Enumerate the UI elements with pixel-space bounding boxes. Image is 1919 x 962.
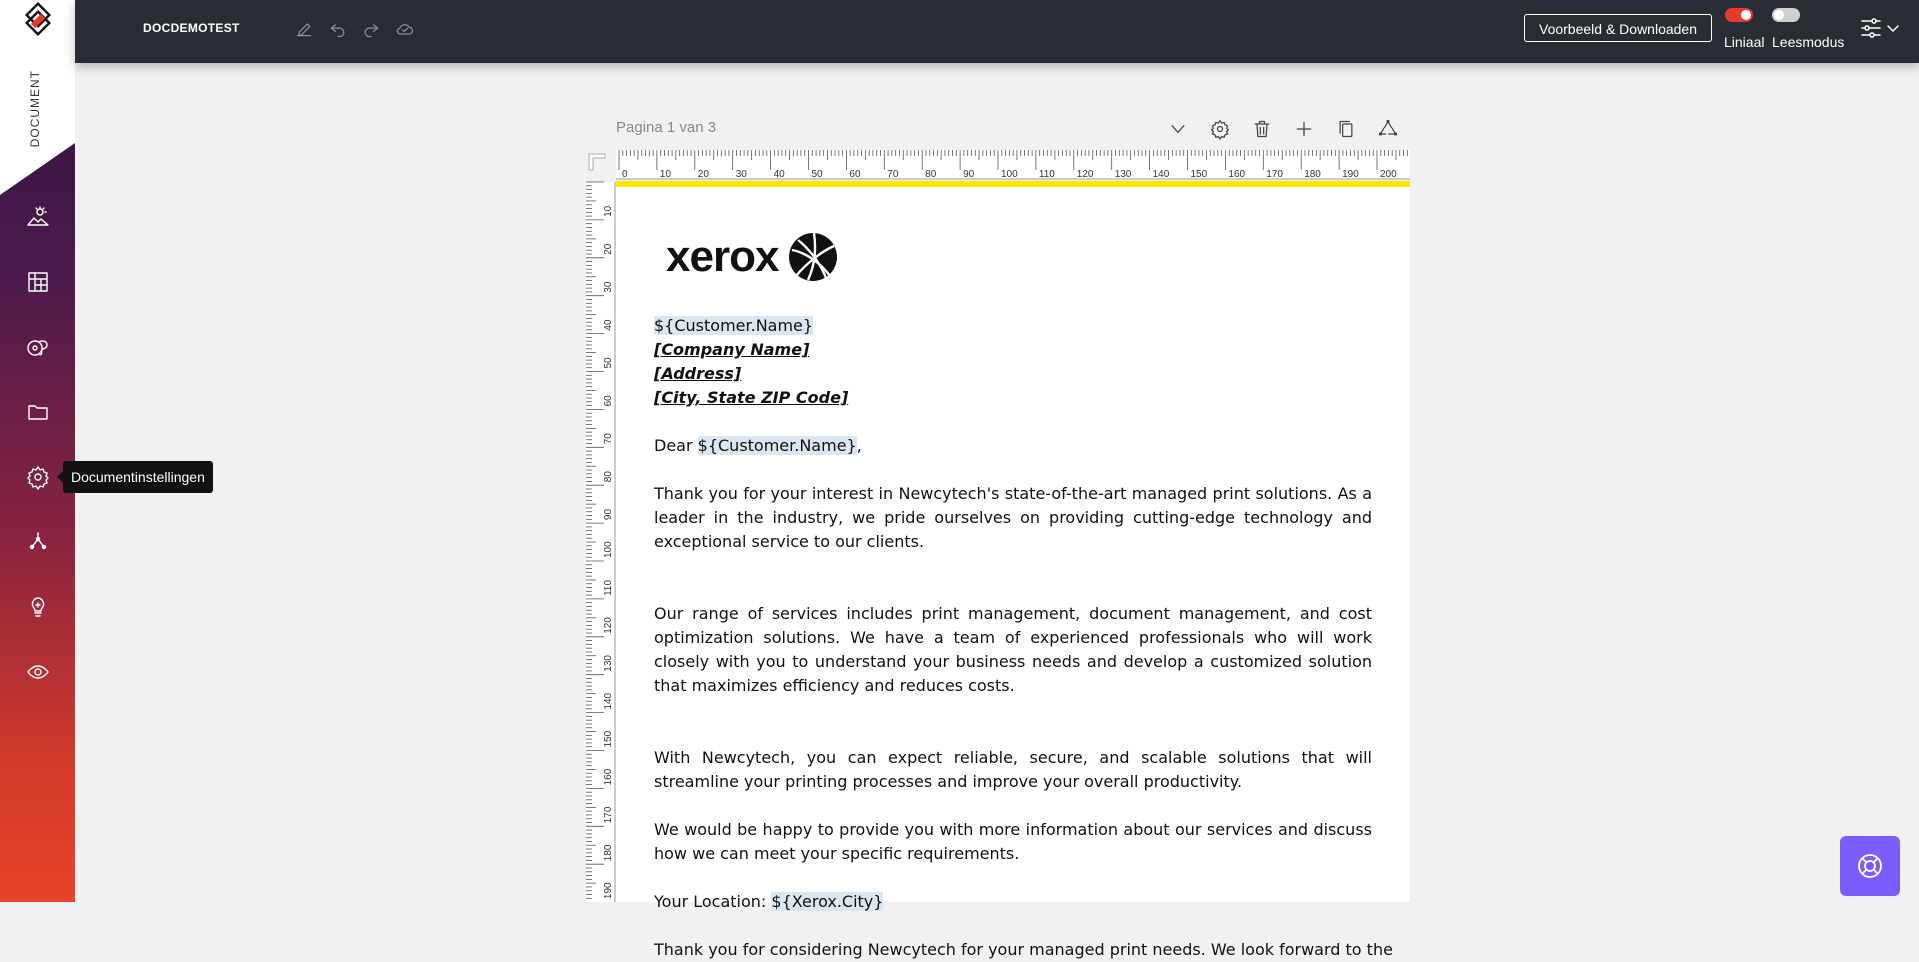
ruler-tick-label: 60 <box>849 169 861 180</box>
page-collapse-button[interactable] <box>1166 117 1190 141</box>
document-page[interactable] <box>616 187 1410 959</box>
pencil-icon <box>294 19 314 39</box>
ruler-tick-label: 190 <box>603 882 614 900</box>
view-settings-menu[interactable] <box>1860 16 1902 40</box>
eye-icon <box>26 660 50 684</box>
chevron-down-icon <box>1888 26 1898 31</box>
ruler-tick-label: 80 <box>925 169 937 180</box>
ruler-tick-label: 40 <box>603 319 614 331</box>
vertical-ruler[interactable] <box>586 182 616 902</box>
redo-icon <box>361 19 381 39</box>
ruler-tick-label: 150 <box>603 730 614 748</box>
trash-icon <box>1252 119 1272 139</box>
xerox-sphere-icon <box>788 232 838 282</box>
salutation-prefix: Dear <box>654 436 698 455</box>
ruler-tick-label: 120 <box>1076 169 1094 180</box>
sidebar <box>0 0 75 902</box>
palette-icon <box>26 336 50 360</box>
customer-name-variable[interactable]: ${Customer.Name} <box>654 316 814 335</box>
layout-icon <box>26 270 50 294</box>
tooltip: Documentinstellingen <box>63 461 213 493</box>
paragraph-1: Thank you for your interest in Newcytech's state-of-the-art managed print solutions. As a leader in the industry, we pride ourselves on providing cutting-edge technology and exceptional service to our clients. <box>654 484 1372 551</box>
page-indicator: Pagina 1 van 3 <box>616 119 717 136</box>
redo-button[interactable] <box>358 16 384 42</box>
chevron-down-icon <box>1168 119 1188 139</box>
read-mode-toggle[interactable] <box>1772 8 1800 22</box>
cloud-check-icon <box>395 19 415 39</box>
sidebar-item-layout[interactable] <box>24 268 52 296</box>
ruler-tick-label: 130 <box>603 655 614 672</box>
ruler-tick-label: 140 <box>603 692 614 710</box>
salutation <box>654 434 1372 458</box>
sidebar-section-label: DOCUMENT <box>28 70 42 148</box>
undo-button[interactable] <box>325 16 351 42</box>
ruler-tick-label: 90 <box>963 169 975 180</box>
ruler-tick-label: 40 <box>773 169 785 180</box>
ruler-tick-label: 170 <box>1266 169 1283 180</box>
app-logo-icon[interactable] <box>22 5 54 37</box>
paragraph-2: Our range of services includes print management, document management, and cost optimization solutions. We have a team of experienced professionals who will work closely with you to understand your business needs and develop a customized solution that maximizes efficiency and reduces costs. <box>654 604 1372 695</box>
sidebar-item-folder[interactable] <box>24 398 52 426</box>
ruler-tick-label: 50 <box>811 169 823 180</box>
read-mode-toggle-knob <box>1774 10 1784 20</box>
preview-download-button[interactable]: Voorbeeld & Downloaden <box>1524 14 1712 42</box>
ruler-corner-icon <box>588 153 606 171</box>
ruler-tick-label: 160 <box>1228 169 1246 180</box>
landscape-icon <box>26 205 50 229</box>
ruler-tick-label: 70 <box>887 169 899 180</box>
sidebar-item-landscape[interactable] <box>24 203 52 231</box>
ruler-tick-label: 100 <box>603 541 614 558</box>
xerox-logo-text: xerox <box>666 232 779 281</box>
ruler-toggle-knob <box>1741 10 1751 20</box>
ruler-label: Liniaal <box>1724 34 1765 50</box>
ruler-tick-label: 90 <box>603 508 614 521</box>
ruler-tick-label: 100 <box>1001 169 1018 180</box>
ruler-tick-label: 120 <box>603 617 614 634</box>
network-icon <box>26 530 50 554</box>
undo-icon <box>328 19 348 39</box>
xerox-logo <box>666 232 846 284</box>
address-block <box>654 314 1372 410</box>
duplicate-page-button[interactable] <box>1334 117 1358 141</box>
ruler-tick-label: 30 <box>603 281 614 293</box>
ruler-tick-label: 140 <box>1152 169 1170 180</box>
ruler-tick-label: 160 <box>603 768 614 786</box>
document-title[interactable]: DOCDEMOTEST <box>143 21 240 35</box>
horizontal-ruler[interactable] <box>616 150 1410 180</box>
location-prefix: Your Location: <box>654 892 772 911</box>
paragraph-4: We would be happy to provide you with more information about our services and discuss how we can meet your specific requirements. <box>654 820 1372 863</box>
ruler-tick-label: 180 <box>603 844 614 862</box>
sidebar-item-ideas[interactable] <box>24 593 52 621</box>
sidebar-item-settings[interactable] <box>24 463 52 491</box>
ruler-tick-label: 10 <box>603 205 614 217</box>
ruler-tick-label: 180 <box>1304 169 1321 180</box>
ruler-tick-label: 150 <box>1190 169 1208 180</box>
gear-icon <box>26 465 50 489</box>
ruler-tick-label: 30 <box>735 169 747 180</box>
paragraph-5: Thank you for considering Newcytech for your managed print needs. We look forward to the <box>654 940 1393 959</box>
read-mode-label: Leesmodus <box>1772 34 1845 50</box>
copy-icon <box>1336 119 1356 139</box>
salutation-customer-variable[interactable]: ${Customer.Name} <box>697 436 857 455</box>
paragraph-3: With Newcytech, you can expect reliable, secure, and scalable solutions that will streamline your printing processes and improve your overall productivity. <box>654 748 1372 791</box>
ruler-tick-label: 110 <box>603 579 614 596</box>
ruler-tick-label: 0 <box>622 169 628 180</box>
salutation-suffix: , <box>856 436 862 455</box>
page-network-button[interactable] <box>1376 117 1400 141</box>
location-line <box>654 890 1372 914</box>
ruler-tick-label: 50 <box>603 357 614 369</box>
location-variable[interactable]: ${Xerox.City} <box>771 892 884 911</box>
ruler-tick-label: 60 <box>603 395 614 407</box>
gear-icon <box>1210 119 1230 139</box>
ruler-tick-label: 10 <box>659 169 672 180</box>
company-placeholder: [Company Name] <box>654 340 810 359</box>
sidebar-item-network[interactable] <box>24 528 52 556</box>
help-button[interactable] <box>1840 836 1900 896</box>
add-page-button[interactable] <box>1292 117 1316 141</box>
save-cloud-button[interactable] <box>392 16 418 42</box>
sidebar-item-palette[interactable] <box>24 334 52 362</box>
ruler-tick-label: 20 <box>697 169 709 180</box>
sliders-icon <box>1860 16 1902 40</box>
ruler-tick-label: 130 <box>1114 169 1132 180</box>
address-placeholder: [Address] <box>654 364 742 383</box>
sidebar-item-preview[interactable] <box>24 658 52 686</box>
ruler-tick-label: 70 <box>603 433 614 445</box>
recycle-icon <box>1378 119 1398 139</box>
ruler-toggle[interactable] <box>1725 8 1753 22</box>
edit-button[interactable] <box>291 16 317 42</box>
city-placeholder: [City, State ZIP Code] <box>654 388 849 407</box>
ruler-tick-label: 110 <box>1038 169 1055 180</box>
page-settings-button[interactable] <box>1208 117 1232 141</box>
ruler-tick-label: 20 <box>603 243 614 255</box>
ruler-tick-label: 190 <box>1342 169 1359 180</box>
delete-page-button[interactable] <box>1250 117 1274 141</box>
ruler-tick-label: 80 <box>603 471 614 483</box>
plus-icon <box>1294 119 1314 139</box>
lifebuoy-icon <box>1856 852 1884 880</box>
ruler-tick-label: 170 <box>603 806 614 824</box>
lightbulb-icon <box>26 595 50 619</box>
top-bar <box>75 0 1919 63</box>
folder-icon <box>26 400 50 424</box>
ruler-tick-label: 200 <box>1380 169 1397 180</box>
